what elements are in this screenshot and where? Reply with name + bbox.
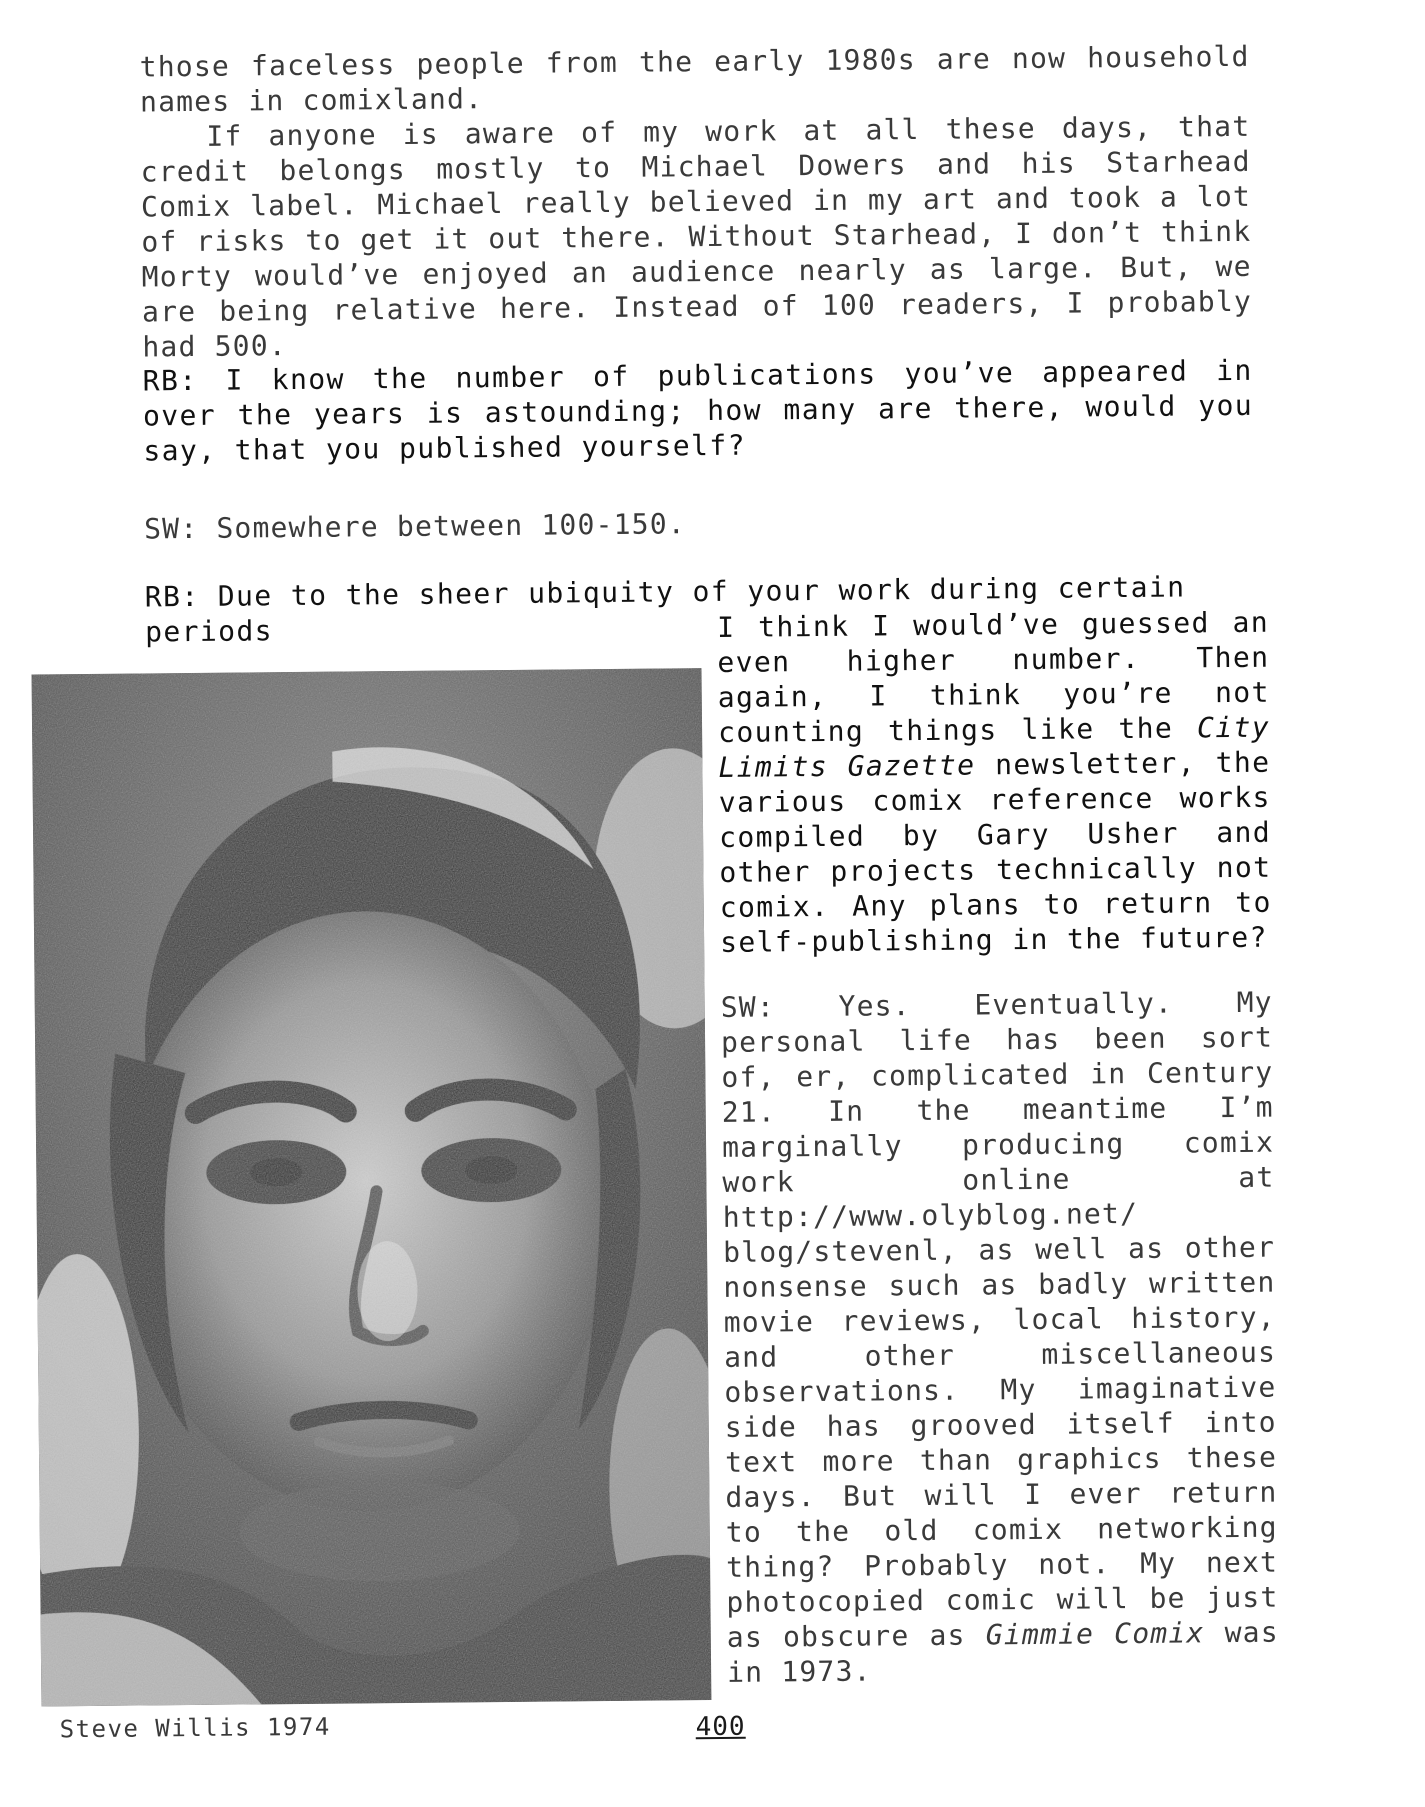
photo-caption: Steve Willis 1974 — [59, 1712, 331, 1744]
question-ubiquity-body — [717, 605, 1272, 960]
portrait-photo — [32, 668, 712, 1706]
question-publications: RB: I know the number of publications you’ve appeared in over the years is astounding; how many are there, would you say, that you published yourself? — [142, 353, 1254, 468]
publication-title-city-limits: City Limits Gazette — [718, 710, 1271, 784]
portrait-image — [32, 668, 712, 1706]
question-ubiquity-text-a: I think I would’ve guessed an even higher number. Then again, I think you’re not counting things like the — [716, 605, 1270, 749]
answer-self-publishing-text-a: SW: Yes. Eventually. My personal life has been sort of, er, complicated in Century 21. In the meantime I’m marginally producing comix work online at http://www.olyblog.net/ blog/stevenl, as well as other nonsense such as badly written movie reviews, local history, and other miscellaneous observations. My imaginative side has grooved itself into text more than graphics these days. But will I ever return to the old comix networking thing? Probably not. My next photocopied comic will be just as obscure as — [720, 985, 1279, 1654]
question-ubiquity-intro: RB: Due to the sheer ubiquity of your work during certain periods — [144, 570, 1186, 649]
answer-self-publishing-text-b: was in 1973. — [726, 1615, 1279, 1689]
question-ubiquity-text-b: newsletter, the various comix reference works compiled by Gary Usher and other projects technically not comix. Any plans to return to self-publishing in the future? — [718, 745, 1272, 959]
publication-title-gimmie-comix: Gimmie Comix — [985, 1616, 1205, 1652]
page-number: 400 — [695, 1711, 746, 1743]
answer-publications: SW: Somewhere between 100-150. — [143, 507, 687, 546]
paragraph-starhead: If anyone is aware of my work at all these days, that credit belongs mostly to Michael Dowers and his Starhead Comix label. Michael really believed in my art and took a lot of risks to get it out there. Without Starhead, I don’t think Morty would’ve enjoyed an audience nearly as large. But, we are being relative here. Instead of 100 readers, I probably had 500. — [140, 109, 1253, 364]
paragraph-intro-continuation: those faceless people from the early 1980s are now household names in comixland. — [139, 39, 1250, 119]
answer-self-publishing — [721, 985, 1280, 1690]
